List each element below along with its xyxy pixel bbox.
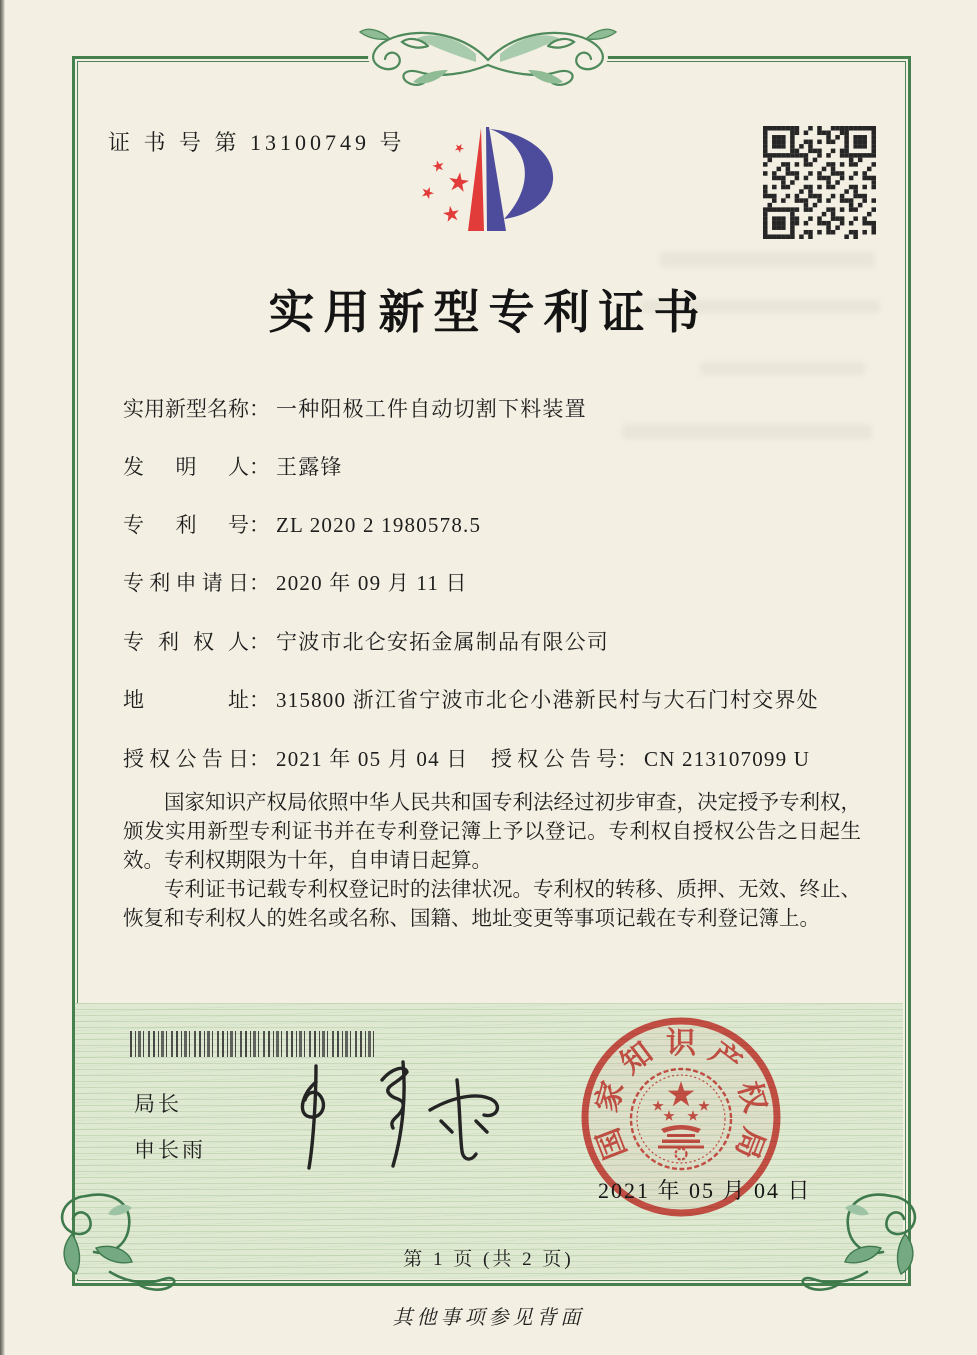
field-row-patentee: [123, 626, 883, 656]
field-colon: ：: [249, 513, 270, 537]
commissioner-signature: [280, 1058, 512, 1176]
bleed-through-smudge: [660, 252, 875, 267]
logo-star-icon: ★: [451, 139, 468, 157]
logo-star-icon: ★: [430, 157, 448, 177]
field-value: 2020 年 09 月 11 日: [276, 571, 468, 595]
field-value: ZL 2020 2 1980578.5: [276, 513, 482, 537]
certificate-number: 证 书 号 第 13100749 号: [108, 130, 406, 155]
field-colon: ：: [617, 747, 638, 771]
field-row-filing-date: [123, 567, 883, 597]
field-colon: ：: [249, 455, 270, 479]
commissioner-name: 申长雨: [134, 1139, 206, 1162]
seal-character: 局: [728, 1123, 771, 1164]
field-row-patent-no: [123, 509, 883, 539]
seal-character: 知: [614, 1036, 659, 1081]
grant-number-group: [491, 743, 810, 773]
legal-paragraph-1: 国家知识产权局依照中华人民共和国专利法经过初步审查，决定授予专利权，颁发实用新型专利证书并在专利登记簿上予以登记。专利权自授权公告之日起生效。专利权期限为十年，自申请日起算。: [123, 792, 861, 872]
field-value: 宁波市北仑安拓金属制品有限公司: [276, 630, 609, 654]
cnipa-logo-mark: [416, 118, 568, 242]
field-label: 发明人: [123, 455, 249, 479]
seal-character: 国: [591, 1123, 634, 1164]
page-number: 第 1 页 (共 2 页): [403, 1249, 574, 1270]
grant-date-label: 授权公告日: [123, 747, 249, 771]
field-row-grant: [123, 743, 883, 773]
bleed-through-smudge: [622, 424, 872, 439]
field-label: 实用新型名称: [123, 397, 249, 421]
seal-character: 家: [590, 1077, 631, 1116]
top-flourish-ornament: [328, 18, 648, 100]
field-label: 专利号: [123, 513, 249, 537]
back-side-note: 其他事项参见背面: [392, 1307, 585, 1329]
seal-date: 2021 年 05 月 04 日: [598, 1178, 812, 1203]
field-label: 专利权人: [123, 630, 249, 654]
field-value: 王露锋: [276, 455, 343, 479]
field-label: 地址: [123, 688, 249, 712]
field-colon: ：: [249, 630, 270, 654]
certificate-title: 实用新型专利证书: [268, 287, 709, 338]
field-colon: ：: [249, 397, 270, 421]
barcode: [130, 1031, 376, 1057]
field-row-address: [123, 684, 883, 714]
field-value: 315800 浙江省宁波市北仑小港新民村与大石门村交界处: [276, 688, 819, 712]
field-label: 专利申请日: [123, 571, 249, 595]
field-value: 一种阳极工件自动切割下料装置: [276, 397, 587, 421]
field-colon: ：: [249, 747, 270, 771]
field-colon: ：: [249, 571, 270, 595]
legal-paragraph-2: 专利证书记载专利权登记时的法律状况。专利权的转移、质押、无效、终止、恢复和专利权人的姓名或名称、国籍、地址变更等事项记载在专利登记簿上。: [123, 879, 861, 930]
seal-character: 权: [731, 1077, 772, 1116]
logo-star-icon: ★: [417, 182, 438, 205]
grant-date-value: 2021 年 05 月 04 日: [276, 747, 469, 771]
cnipa-logo: [416, 118, 568, 242]
field-row-name: [123, 393, 883, 423]
qr-code: [763, 126, 876, 239]
seal-character: 识: [666, 1027, 696, 1060]
bleed-through-smudge: [700, 362, 865, 375]
grant-number-label: 授权公告号: [491, 747, 617, 771]
field-colon: ：: [249, 688, 270, 712]
legal-text: [123, 789, 861, 934]
logo-star-icon: ★: [445, 166, 473, 199]
grant-number-value: CN 213107099 U: [644, 747, 811, 771]
logo-star-icon: ★: [439, 200, 463, 228]
commissioner-title: 局长: [134, 1093, 182, 1116]
field-row-inventor: [123, 451, 883, 481]
seal-character: 产: [703, 1036, 748, 1081]
scan-edge-artifact: [0, 0, 5, 1355]
